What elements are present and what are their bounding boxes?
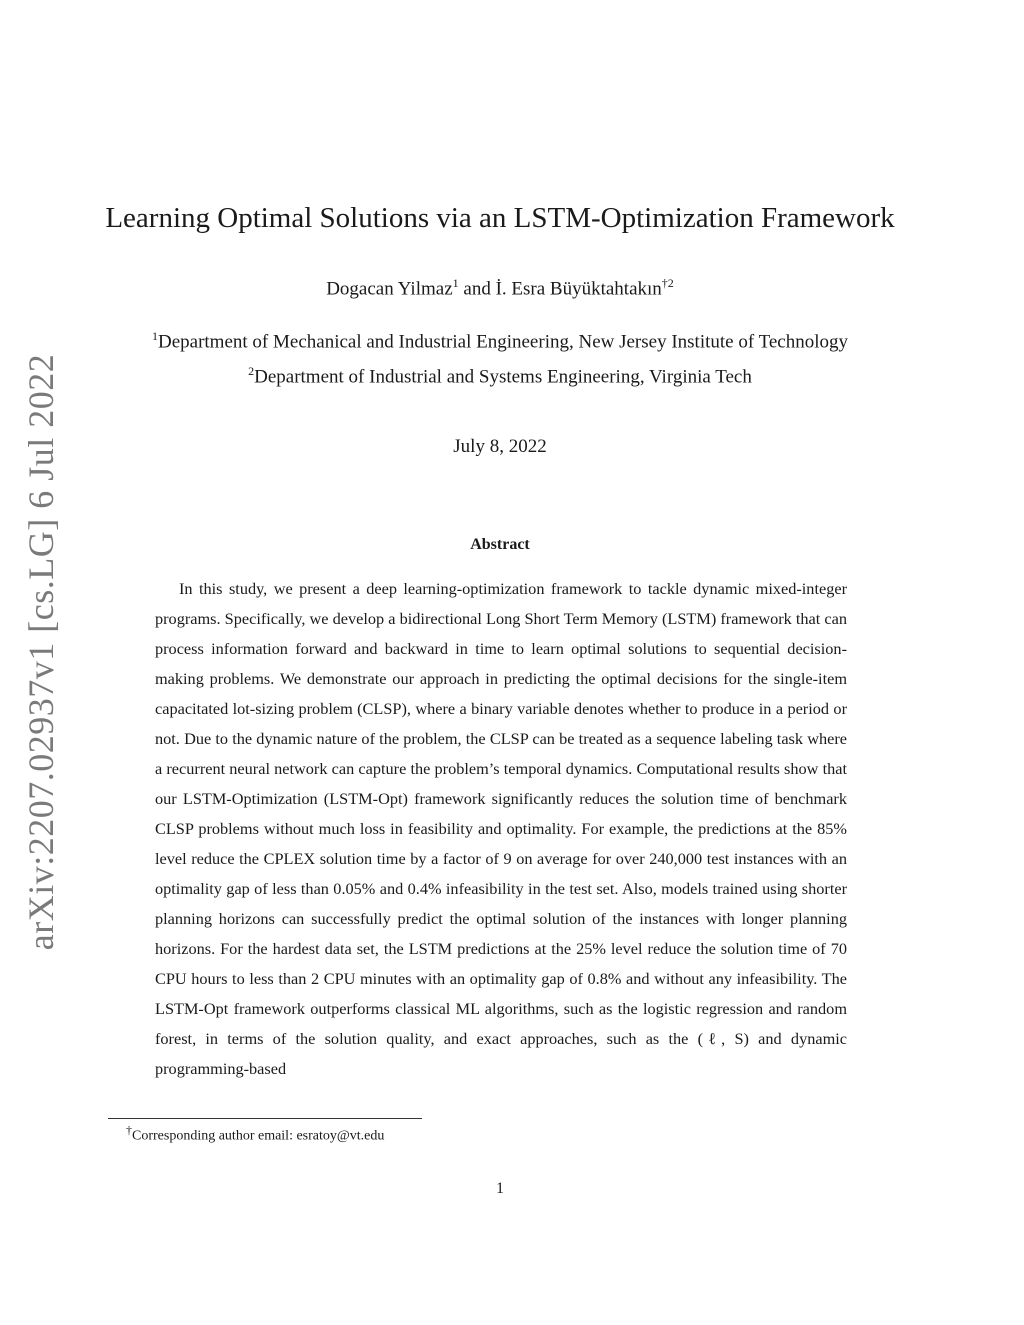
affiliation-2-text: Department of Industrial and Systems Engineering, Virginia Tech	[254, 366, 752, 388]
publication-date: July 8, 2022	[453, 436, 547, 457]
affiliation-1-text: Department of Mechanical and Industrial Engineering, New Jersey Institute of Technology	[157, 331, 849, 353]
page-number: 1	[496, 1180, 504, 1197]
affiliation-2-mark: 2	[248, 364, 255, 378]
arxiv-identifier-text: arXiv:2207.02937v1 [cs.LG] 6 Jul 2022	[21, 353, 61, 951]
author-conjunction: and	[463, 278, 491, 300]
footnote-mark: †	[126, 1123, 132, 1137]
author-2-name: İ. Esra Büyüktahtakın	[495, 278, 662, 300]
arxiv-identifier-stamp	[6, 353, 76, 951]
affiliation-1-mark: 1	[151, 329, 158, 343]
footnote-text: Corresponding author email: esratoy@vt.edu	[132, 1128, 385, 1144]
footnote	[126, 1123, 384, 1145]
affiliation-1	[100, 329, 900, 353]
affiliation-2	[100, 364, 900, 388]
author-2-affiliation-mark: †2	[661, 276, 674, 290]
author-1-affiliation-mark: 1	[452, 276, 459, 290]
paper-title: Learning Optimal Solutions via an LSTM-Optimization Framework	[105, 202, 895, 234]
abstract-body: In this study, we present a deep learning-optimization framework to tackle dynamic mixed-integer programs. Specifically, we develop a bidirectional Long Short Term Memory (LSTM) framework that can process information forward and backward in time to learn optimal solutions to sequential decision-making problems. We demonstrate our approach in predicting the optimal decisions for the single-item capacitated lot-sizing problem (CLSP), where a binary variable denotes whether to produce in a period or not. Due to the dynamic nature of the problem, the CLSP can be treated as a sequence labeling task where a recurrent neural network can capture the problem’s temporal dynamics. Computational results show that our LSTM-Optimization (LSTM-Opt) framework significantly reduces the solution time of benchmark CLSP problems without much loss in feasibility and optimality. For example, the predictions at the 85% level reduce the CPLEX solution time by a factor of 9 on average for over 240,000 test instances with an optimality gap of less than 0.05% and 0.4% infeasibility in the test set. Also, models trained using shorter planning horizons can successfully predict the optimal solution of the instances with longer planning horizons. For the hardest data set, the LSTM predictions at the 25% level reduce the solution time of 70 CPU hours to less than 2 CPU minutes with an optimality gap of 0.8% and without any infeasibility. The LSTM-Opt framework outperforms classical ML algorithms, such as the logistic regression and random forest, in terms of the solution quality, and exact approaches, such as the (ℓ, S) and dynamic programming-based	[155, 579, 847, 1078]
abstract-heading: Abstract	[470, 536, 530, 553]
author-1-name: Dogacan Yilmaz	[326, 278, 453, 300]
footnote-divider	[108, 1118, 422, 1119]
author-line	[100, 276, 900, 300]
